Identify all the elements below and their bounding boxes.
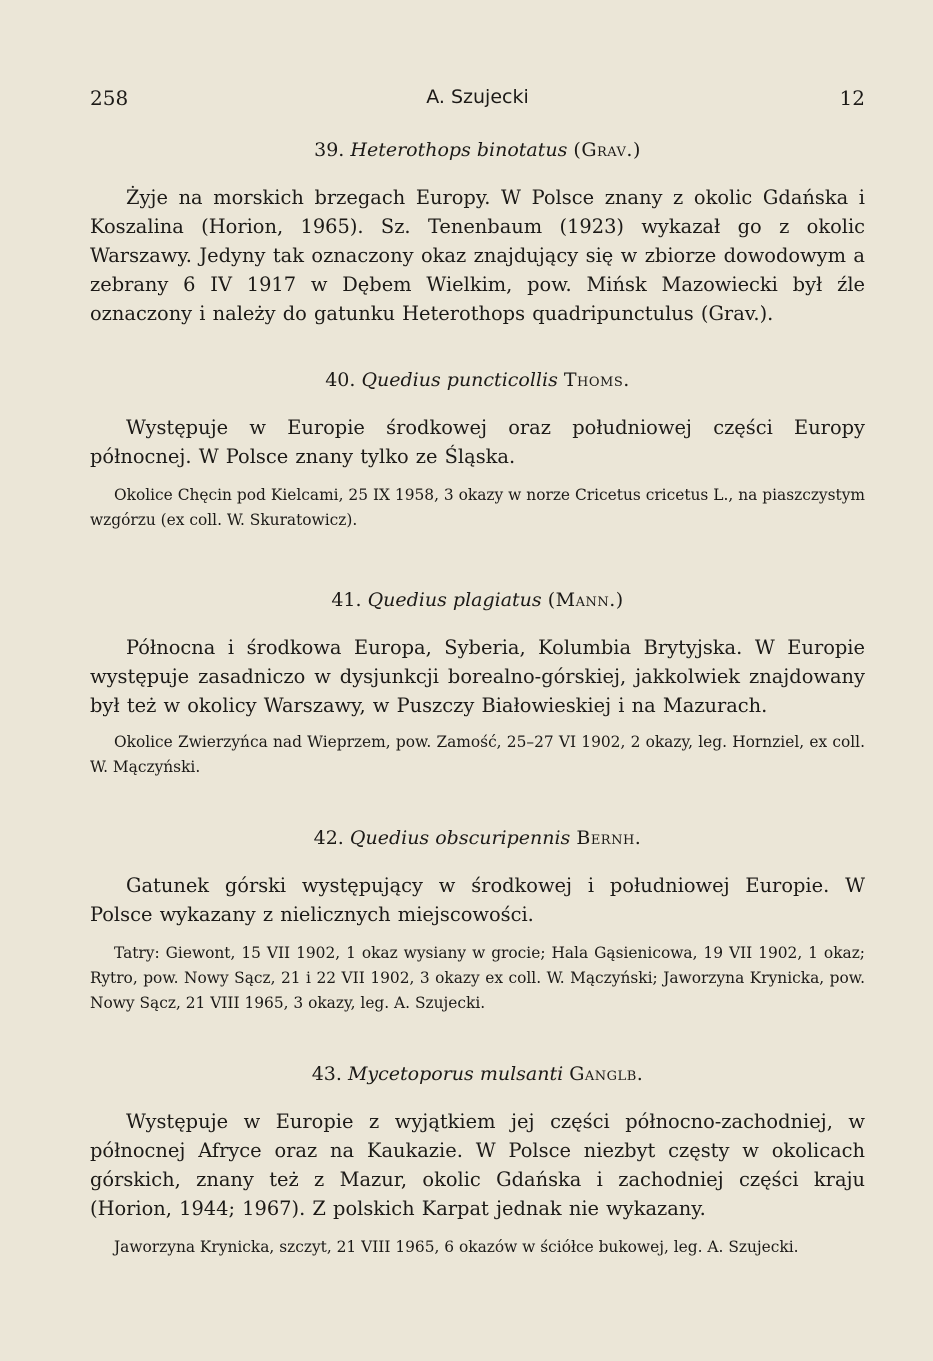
species-heading: 40. Quedius puncticollis Thoms. xyxy=(325,369,630,391)
species-entry-39 xyxy=(90,137,865,328)
species-entry-43 xyxy=(90,1061,865,1260)
species-author: Thoms. xyxy=(563,369,630,391)
species-description: Występuje w Europie środkowej oraz południowej części Europy północnej. W Polsce znany tylko ze Śląska. xyxy=(90,416,865,468)
locality-record: Okolice Zwierzyńca nad Wieprzem, pow. Zamość, 25–27 VI 1902, 2 okazy, leg. Hornziel, ex coll. W. Mączyński. xyxy=(90,733,865,776)
page-number: 258 xyxy=(90,86,129,110)
running-author: A. Szujecki xyxy=(426,86,529,108)
species-entry-41 xyxy=(90,587,865,780)
species-name: Quedius puncticollis xyxy=(361,369,558,391)
species-name: Heterothops binotatus xyxy=(350,139,568,161)
species-name: Quedius plagiatus xyxy=(367,589,542,611)
species-heading: 42. Quedius obscuripennis Bernh. xyxy=(313,827,642,849)
locality-record: Okolice Chęcin pod Kielcami, 25 IX 1958, 3 okazy w norze Cricetus cricetus L., na piaszczystym wzgórzu (ex coll. W. Skuratowicz). xyxy=(90,486,865,529)
species-description: Występuje w Europie z wyjątkiem jej części północno-zachodniej, w północnej Afryce oraz na Kaukazie. W Polsce niezbyt częsty w okolicach górskich, znany też z Mazur, okolic Gdańska i zachodniej części kraju (Horion, 1944; 1967). Z polskich Karpat jednak nie wykazany. xyxy=(90,1110,865,1220)
species-author: Ganglb. xyxy=(569,1063,644,1085)
species-description: Gatunek górski występujący w środkowej i południowej Europie. W Polsce wykazany z nielicznych miejscowości. xyxy=(90,874,865,926)
running-header xyxy=(90,86,865,112)
species-author: (Grav.) xyxy=(573,139,641,161)
species-heading: 39. Heterothops binotatus (Grav.) xyxy=(314,139,641,161)
species-description: Północna i środkowa Europa, Syberia, Kolumbia Brytyjska. W Europie występuje zasadniczo w dysjunkcji borealno-górskiej, jakkolwiek znajdowany był też w okolicy Warszawy, w Puszczy Białowieskiej i na Mazurach. xyxy=(90,636,865,717)
species-author: Bernh. xyxy=(576,827,642,849)
species-entry-40 xyxy=(90,367,865,533)
locality-record: Jaworzyna Krynicka, szczyt, 21 VIII 1965, 6 okazów w ściółce bukowej, leg. A. Szujecki. xyxy=(114,1238,799,1256)
species-name: Quedius obscuripennis xyxy=(349,827,571,849)
series-number: 12 xyxy=(839,86,865,110)
species-name: Mycetoporus mulsanti xyxy=(347,1063,564,1085)
locality-record: Tatry: Giewont, 15 VII 1902, 1 okaz wysiany w grocie; Hala Gąsienicowa, 19 VII 1902, 1 okaz; Rytro, pow. Nowy Sącz, 21 i 22 VII 1902, 3 okazy ex coll. W. Mączyński; Jaworzyna Krynicka, pow. Nowy Sącz, 21 VIII 1965, 3 okazy, leg. A. Szujecki. xyxy=(90,944,865,1012)
species-description: Żyje na morskich brzegach Europy. W Polsce znany z okolic Gdańska i Koszalina (Horion, 1965). Sz. Tenenbaum (1923) wykazał go z okolic Warszawy. Jedyny tak oznaczony okaz znajdujący się w zbiorze dowodowym a zebrany 6 IV 1917 w Dębem Wielkim, pow. Mińsk Mazowiecki był źle oznaczony i należy do gatunku Heterothops quadripunctulus (Grav.). xyxy=(90,186,865,325)
species-author: (Mann.) xyxy=(547,589,624,611)
species-heading: 41. Quedius plagiatus (Mann.) xyxy=(331,589,624,611)
species-entry-42 xyxy=(90,825,865,1016)
species-heading: 43. Mycetoporus mulsanti Ganglb. xyxy=(311,1063,644,1085)
